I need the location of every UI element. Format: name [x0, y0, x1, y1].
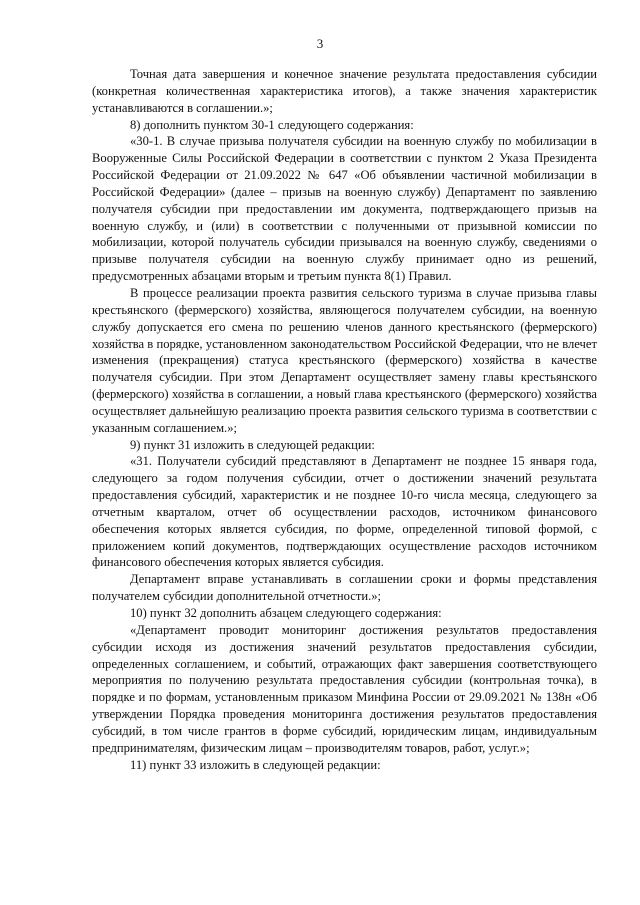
document-body	[92, 66, 597, 773]
paragraph-clause-31: «31. Получатели субсидий представляют в Департамент не позднее 15 января года, следующего за годом получения субсидии, отчет о достижении значений результата предоставления субсидий, характеристик и не позднее 10-го числа месяца, следующего за отчетным кварталом, отчет об осуществлении расходов, источником финансового обеспечения которых является субсидия, по форме, определенной типовой формой, с приложением копий документов, подтверждающих осуществление расходов источником финансового обеспечения которых является субсидия.	[92, 454, 597, 570]
paragraph-item-10: 10) пункт 32 дополнить абзацем следующего содержания:	[130, 606, 442, 620]
paragraph-tourism-project: В процессе реализации проекта развития сельского туризма в случае призыва главы крестьянского (фермерского) хозяйства, являющегося получателем субсидии, на военную службу допускается его смена по решению членов данного крестьянского (фермерского) хозяйства в порядке, установленном законодательством Российской Федерации, что не влечет изменения (прекращения) статуса крестьянского (фермерского) хозяйства в качестве получателя субсидии. При этом Департамент осуществляет замену главы крестьянского (фермерского) хозяйства в соглашении, а новый глава крестьянского (фермерского) хозяйства осуществляет дальнейшую реализацию проекта развития сельского туризма в соответствии с указанным соглашением.»;	[92, 285, 597, 435]
paragraph-clause-30-1: «30-1. В случае призыва получателя субсидии на военную службу по мобилизации в Вооруженные Силы Российской Федерации в соответствии с пунктом 2 Указа Президента Российской Федерации от 21.09.2022 № 647 «Об объявлении частичной мобилизации в Российской Федерации» (далее – призыв на военную службу) Департамент по заявлению получателя субсидии при предоставлении им документа, подтверждающего призыв на военную службу, и (или) в соответствии с полученными от призывной комиссии по мобилизации, которой получатель субсидии призывался на военную службу, сведениями о призыве получателя субсидии на военную службу принимает одно из решений, предусмотренных абзацами вторым и третьим пункта 8(1) Правил.	[92, 134, 597, 284]
paragraph-item-11: 11) пункт 33 изложить в следующей редакции:	[130, 757, 381, 772]
paragraph-additional-reporting: Департамент вправе устанавливать в соглашении сроки и формы представления получателем субсидии дополнительной отчетности.»;	[92, 572, 597, 604]
paragraph-item-8: 8) дополнить пунктом 30-1 следующего содержания:	[130, 117, 414, 132]
paragraph-result-date: Точная дата завершения и конечное значение результата предоставления субсидии (конкретная количественная характеристика итогов), а также значения характеристик устанавливаются в соглашении.»;	[92, 67, 597, 115]
page-number: 3	[316, 36, 324, 51]
paragraph-monitoring: «Департамент проводит мониторинг достижения результатов предоставления субсидии исходя из достижения значений результатов предоставления субсидии, определенных соглашением, и событий, отражающих факт завершения соответствующего мероприятия по получению результата предоставления субсидии (контрольная точка), в порядке и по формам, установленным приказом Минфина России от 29.09.2021 № 138н «Об утверждении Порядка проведения мониторинга достижения результатов предоставления субсидий, в том числе грантов в форме субсидий, юридическим лицам, индивидуальным предпринимателям, физическим лицам – производителям товаров, работ, услуг.»;	[92, 622, 597, 755]
paragraph-item-9: 9) пункт 31 изложить в следующей редакции:	[130, 437, 375, 452]
